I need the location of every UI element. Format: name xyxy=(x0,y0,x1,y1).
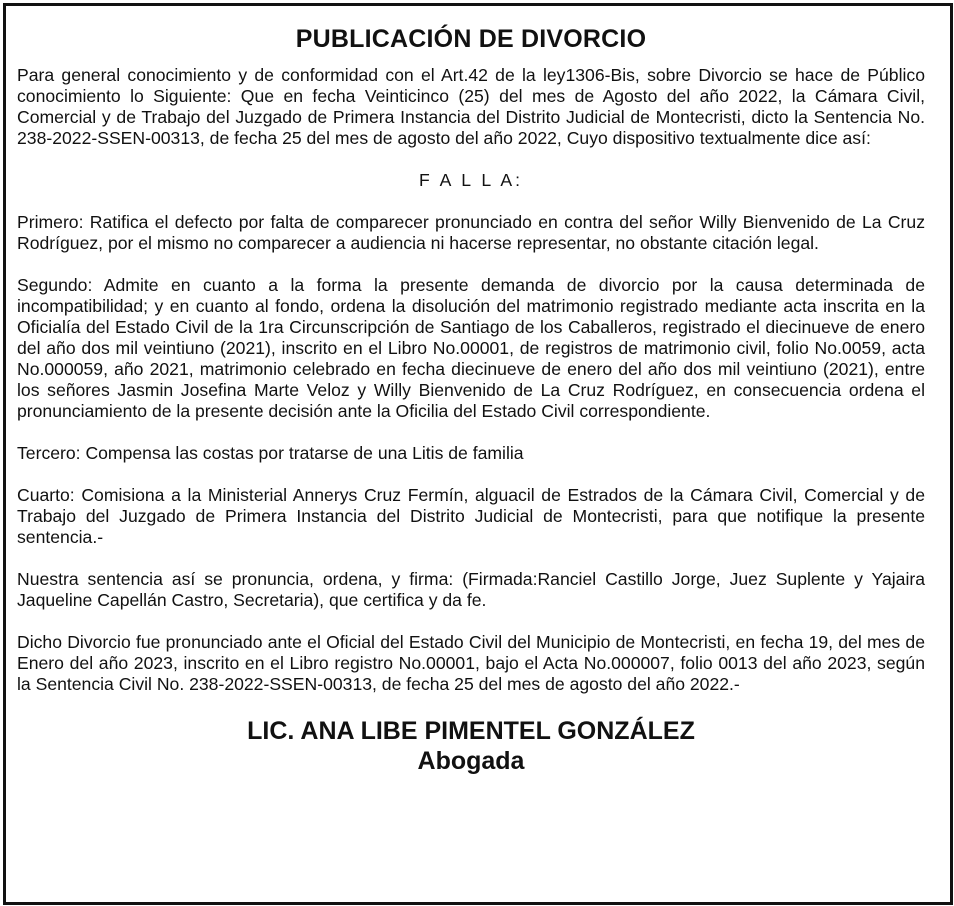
intro-paragraph: Para general conocimiento y de conformidad con el Art.42 de la ley1306-Bis, sobre Divorcio se hace de Público conocimiento lo Siguiente: Que en fecha Veinticinco (25) del mes de Agosto del año 2022, la Cámara Civil, Comercial y de Trabajo del Juzgado de Primera Instancia del Distrito Judicial de Montecristi, dicto la Sentencia No. 238-2022-SSEN-00313, de fecha 25 del mes de agosto del año 2022, Cuyo dispositivo textualmente dice así: xyxy=(17,65,925,148)
segundo-paragraph: Segundo: Admite en cuanto a la forma la presente demanda de divorcio por la causa determinada de incompatibilidad; y en cuanto al fondo, ordena la disolución del matrimonio registrado mediante acta inscrita en la Oficialía del Estado Civil de la 1ra Circunscripción de Santiago de los Caballeros, registrado el diecinueve de enero del año dos mil veintiuno (2021), inscrito en el Libro No.00001, de registros de matrimonio civil, folio No.0059, acta No.000059, año 2021, matrimonio celebrado en fecha diecinueve de enero del año dos mil veintiuno (2021), entre los señores Jasmin Josefina Marte Veloz y Willy Bienvenido de La Cruz Rodríguez, en consecuencia ordena el pronunciamiento de la presente decisión ante la Oficilia del Estado Civil correspondiente. xyxy=(17,275,925,421)
falla-heading: F A L L A: xyxy=(418,170,523,190)
publication-title: PUBLICACIÓN DE DIVORCIO xyxy=(295,25,647,53)
publication-body xyxy=(17,22,925,776)
signature-name: LIC. ANA LIBE PIMENTEL GONZÁLEZ xyxy=(247,717,695,745)
signature-block xyxy=(17,716,925,776)
signature-role: Abogada xyxy=(417,747,525,775)
tercero-paragraph: Tercero: Compensa las costas por tratarse de una Litis de familia xyxy=(17,443,524,463)
dicho-paragraph: Dicho Divorcio fue pronunciado ante el Oficial del Estado Civil del Municipio de Montecristi, en fecha 19, del mes de Enero del año 2023, inscrito en el Libro registro No.00001, bajo el Acta No.000007, folio 0013 del año 2023, según la Sentencia Civil No. 238-2022-SSEN-00313, de fecha 25 del mes de agosto del año 2022.- xyxy=(17,632,925,694)
pronuncia-paragraph: Nuestra sentencia así se pronuncia, ordena, y firma: (Firmada:Ranciel Castillo Jorge, Juez Suplente y Yajaira Jaqueline Capellán Castro, Secretaria), que certifica y da fe. xyxy=(17,569,925,610)
primero-paragraph: Primero: Ratifica el defecto por falta de comparecer pronunciado en contra del señor Willy Bienvenido de La Cruz Rodríguez, por el mismo no comparecer a audiencia ni hacerse representar, no obstante citación legal. xyxy=(17,212,925,253)
cuarto-paragraph: Cuarto: Comisiona a la Ministerial Annerys Cruz Fermín, alguacil de Estrados de la Cámara Civil, Comercial y de Trabajo del Juzgado de Primera Instancia del Distrito Judicial de Montecristi, para que notifique la presente sentencia.- xyxy=(17,485,925,547)
